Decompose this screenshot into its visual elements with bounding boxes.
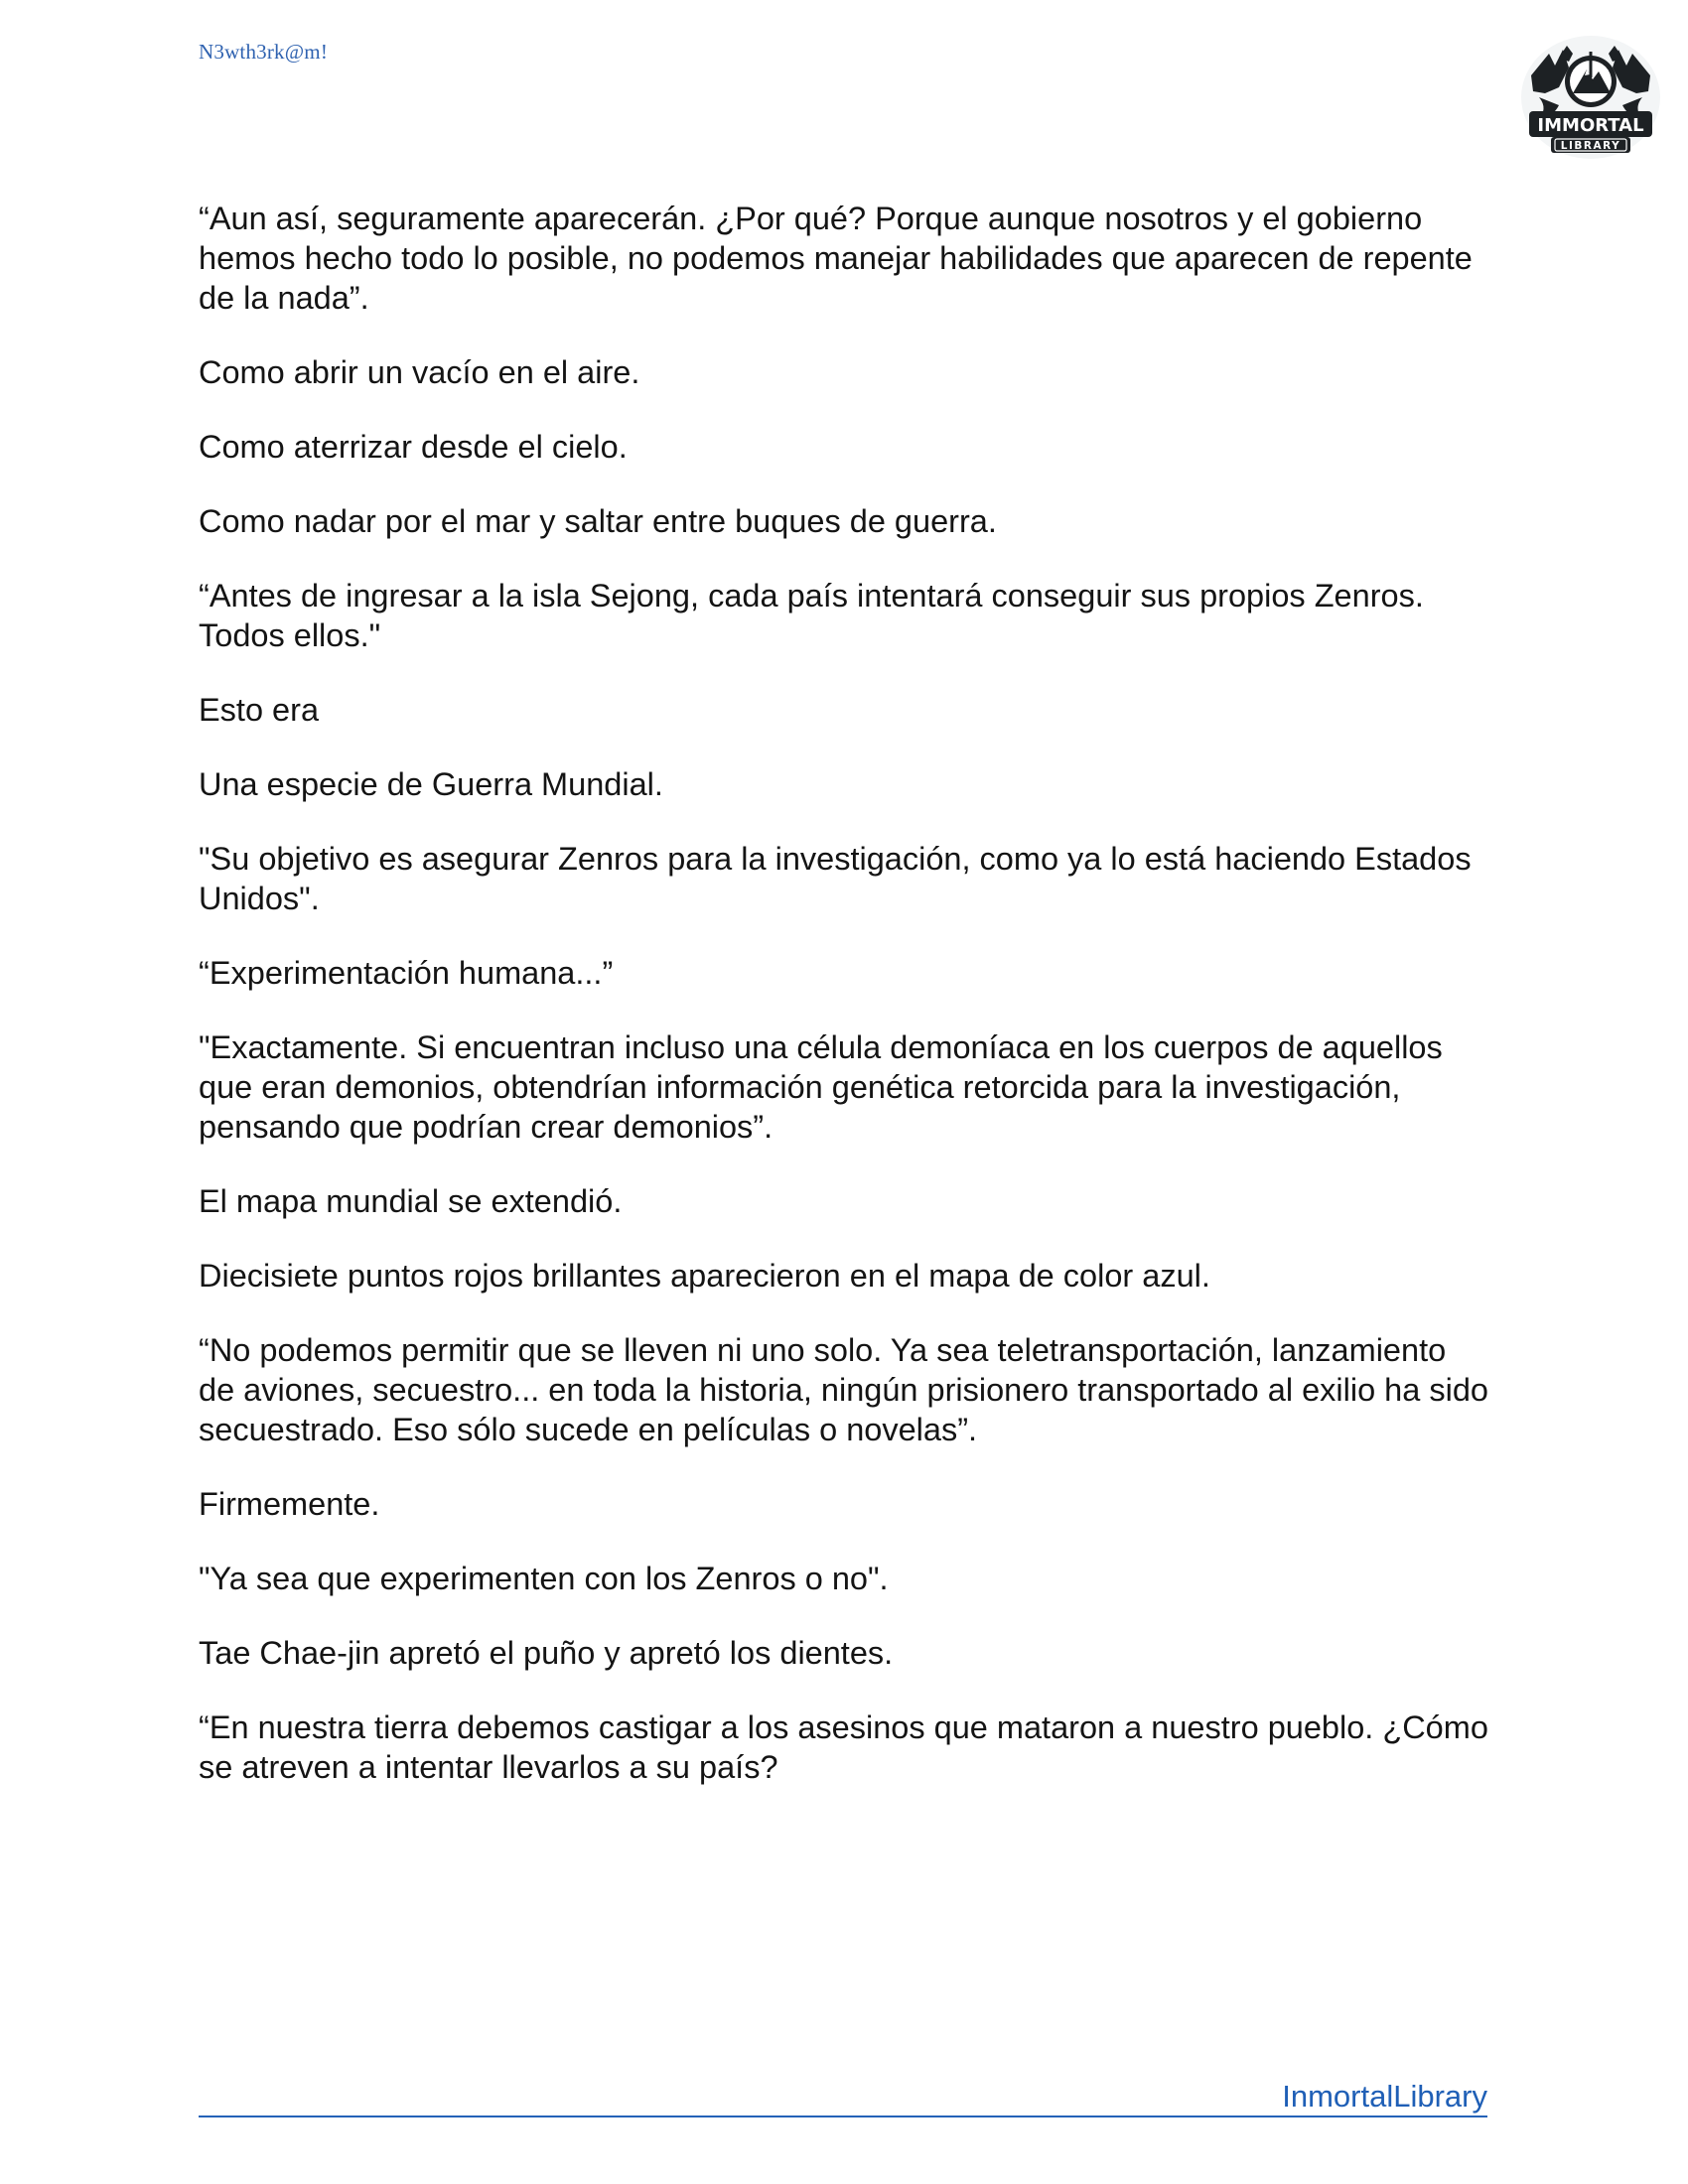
paragraph: Tae Chae-jin apretó el puño y apretó los dientes. bbox=[199, 1635, 894, 1671]
paragraph: Diecisiete puntos rojos brillantes aparecieron en el mapa de color azul. bbox=[199, 1258, 1210, 1294]
logo-text-line1: IMMORTAL bbox=[1537, 115, 1644, 136]
footer-rule bbox=[199, 2116, 1487, 2117]
paragraph: Esto era bbox=[199, 692, 320, 728]
paragraph: El mapa mundial se extendió. bbox=[199, 1183, 623, 1219]
logo-text-line2: LIBRARY bbox=[1560, 140, 1621, 152]
paragraph: Firmemente. bbox=[199, 1486, 380, 1522]
paragraph: “No podemos permitir que se lleven ni uno solo. Ya sea teletransportación, lanzamiento de aviones, secuestro... en toda la historia, ningún prisionero transportado al exilio ha sido secuestrado. Eso sólo sucede en películas o novelas”. bbox=[199, 1332, 1488, 1447]
paragraph: Como nadar por el mar y saltar entre buques de guerra. bbox=[199, 503, 997, 539]
document-body bbox=[199, 199, 1489, 1822]
paragraph: "Ya sea que experimenten con los Zenros o no". bbox=[199, 1561, 889, 1596]
paragraph: Una especie de Guerra Mundial. bbox=[199, 766, 663, 802]
paragraph: “En nuestra tierra debemos castigar a los asesinos que mataron a nuestro pueblo. ¿Cómo se atreven a intentar llevarlos a su país? bbox=[199, 1709, 1488, 1785]
paragraph: “Experimentación humana...” bbox=[199, 955, 614, 991]
header-tag: N3wth3rk@m! bbox=[199, 40, 329, 64]
paragraph: Como abrir un vacío en el aire. bbox=[199, 354, 640, 390]
paragraph: "Su objetivo es asegurar Zenros para la investigación, como ya lo está haciendo Estados Unidos". bbox=[199, 841, 1472, 916]
footer-link[interactable]: InmortalLibrary bbox=[1282, 2079, 1487, 2114]
immortal-library-crest-icon bbox=[1519, 36, 1662, 165]
paragraph: “Antes de ingresar a la isla Sejong, cada país intentará conseguir sus propios Zenros. Todos ellos." bbox=[199, 578, 1424, 653]
paragraph: "Exactamente. Si encuentran incluso una célula demoníaca en los cuerpos de aquellos que eran demonios, obtendrían información genética retorcida para la investigación, pensando que podrían crear demonios”. bbox=[199, 1029, 1443, 1145]
paragraph: Como aterrizar desde el cielo. bbox=[199, 429, 628, 465]
paragraph: “Aun así, seguramente aparecerán. ¿Por qué? Porque aunque nosotros y el gobierno hemos hecho todo lo posible, no podemos manejar habilidades que aparecen de repente de la nada”. bbox=[199, 201, 1473, 316]
